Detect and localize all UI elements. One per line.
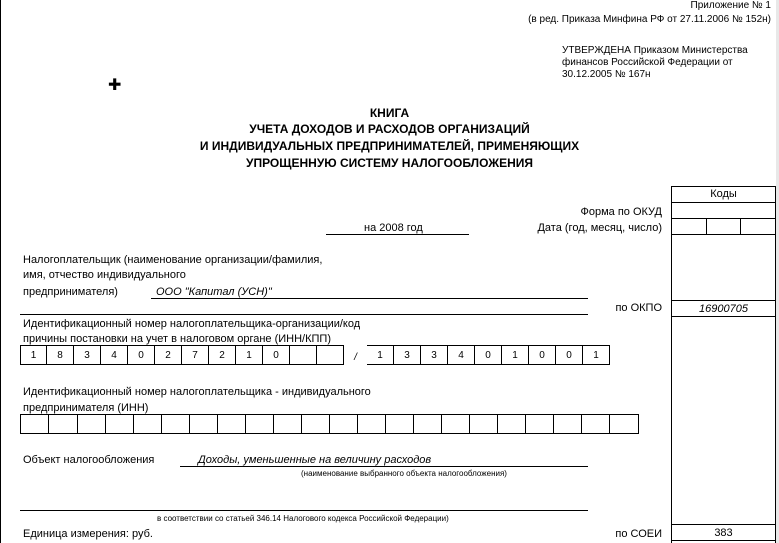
title-line3: И ИНДИВИДУАЛЬНЫХ ПРЕДПРИНИМАТЕЛЕЙ, ПРИМЕНЯЮЩИХ: [199, 139, 580, 153]
annex-line1: Приложение № 1: [690, 0, 771, 11]
object-hint: (наименование выбранного объекта налогообложения): [301, 469, 507, 478]
inn-digit-cell[interactable]: 1: [236, 345, 263, 365]
inn-ip-digit-cell[interactable]: [162, 414, 190, 434]
inn-ip-grid[interactable]: [20, 414, 639, 434]
okei-label: по СОЕИ: [615, 528, 662, 540]
kpp-digit-cell[interactable]: 4: [448, 345, 475, 365]
inn-ip-digit-cell[interactable]: [218, 414, 246, 434]
inn-ip-digit-cell[interactable]: [582, 414, 610, 434]
inn-ip-digit-cell[interactable]: [49, 414, 78, 434]
kpp-digit-cell[interactable]: 0: [529, 345, 556, 365]
kpp-digit-cell[interactable]: 1: [502, 345, 529, 365]
inn-digit-cell[interactable]: 8: [47, 345, 74, 365]
okpo-label: по ОКПО: [615, 302, 662, 314]
unit-label: Единица измерения: руб.: [23, 528, 153, 540]
taxpayer-bottom-line: [20, 314, 588, 315]
inn-digit-cell[interactable]: [317, 345, 344, 365]
object-value[interactable]: Доходы, уменьшенные на величину расходов: [198, 454, 432, 466]
date-value[interactable]: [671, 219, 776, 235]
inn-ip-digit-cell[interactable]: [302, 414, 330, 434]
annex-line2: (в ред. Приказа Минфина РФ от 27.11.2006 № 152н): [528, 14, 771, 25]
object-note: в соответствии со статьей 346.14 Налогового кодекса Российской Федерации): [157, 514, 449, 523]
title-line4: УПРОЩЕННУЮ СИСТЕМУ НАЛОГООБЛОЖЕНИЯ: [245, 156, 534, 170]
inn-ip-digit-cell[interactable]: [134, 414, 162, 434]
inn-digit-cell[interactable]: 7: [182, 345, 209, 365]
inn-ip-digit-cell[interactable]: [246, 414, 274, 434]
inn-ip-digit-cell[interactable]: [274, 414, 302, 434]
taxpayer-label-line3: предпринимателя): [23, 286, 118, 298]
taxpayer-underline: [151, 298, 588, 299]
crosshair-cursor-icon: ✚: [108, 77, 122, 94]
object-underline: [180, 466, 588, 467]
inn-digit-cell[interactable]: 3: [74, 345, 101, 365]
inn-ip-digit-cell[interactable]: [20, 414, 49, 434]
taxpayer-label-line2: имя, отчество индивидуального: [23, 269, 186, 281]
okei-value[interactable]: 383: [671, 524, 776, 541]
okud-label: Форма по ОКУД: [580, 206, 662, 218]
inn-kpp-grid[interactable]: [20, 345, 610, 365]
inn-kpp-label-line2: причины постановки на учет в налоговом органе (ИНН/КПП): [23, 333, 331, 345]
date-divider: [706, 218, 707, 234]
inn-digit-cell[interactable]: 2: [209, 345, 236, 365]
approved-text: УТВЕРЖДЕНА Приказом Министерства финансов Российской Федерации от 30.12.2005 № 167н: [562, 45, 748, 80]
year-label: на 2008 год: [364, 222, 423, 234]
kpp-digit-cell[interactable]: 0: [556, 345, 583, 365]
year-underline: [326, 234, 469, 235]
codes-column: [671, 186, 776, 543]
inn-ip-digit-cell[interactable]: [470, 414, 498, 434]
kpp-digit-cell[interactable]: 1: [583, 345, 610, 365]
inn-ip-digit-cell[interactable]: [526, 414, 554, 434]
inn-ip-digit-cell[interactable]: [78, 414, 106, 434]
inn-digit-cell[interactable]: 1: [20, 345, 47, 365]
kpp-digit-cell[interactable]: 1: [367, 345, 394, 365]
inn-digit-cell[interactable]: 0: [263, 345, 290, 365]
date-label: Дата (год, месяц, число): [537, 222, 662, 234]
inn-ip-digit-cell[interactable]: [414, 414, 442, 434]
kpp-digit-cell[interactable]: 0: [475, 345, 502, 365]
inn-digit-cell[interactable]: 0: [128, 345, 155, 365]
title-line1: КНИГА: [369, 106, 410, 120]
inn-ip-label-line1: Идентификационный номер налогоплательщика - индивидуального: [23, 386, 371, 398]
okud-value[interactable]: [671, 203, 776, 219]
date-divider: [740, 218, 741, 234]
object-bottom-line: [20, 510, 588, 511]
inn-ip-digit-cell[interactable]: [330, 414, 358, 434]
inn-ip-digit-cell[interactable]: [610, 414, 639, 434]
inn-ip-label-line2: предпринимателя (ИНН): [23, 402, 149, 414]
inn-ip-digit-cell[interactable]: [554, 414, 582, 434]
title-line2: УЧЕТА ДОХОДОВ И РАСХОДОВ ОРГАНИЗАЦИЙ: [249, 122, 530, 136]
inn-kpp-separator: /: [354, 352, 357, 363]
kpp-digit-cell[interactable]: 3: [394, 345, 421, 365]
object-label: Объект налогообложения: [23, 454, 155, 466]
okpo-value[interactable]: 16900705: [671, 300, 776, 317]
codes-header: Коды: [671, 186, 776, 203]
inn-digit-cell[interactable]: 4: [101, 345, 128, 365]
inn-ip-digit-cell[interactable]: [498, 414, 526, 434]
kpp-digit-cell[interactable]: 3: [421, 345, 448, 365]
taxpayer-label-line1: Налогоплательщик (наименование организации/фамилия,: [23, 254, 323, 266]
inn-ip-digit-cell[interactable]: [386, 414, 414, 434]
inn-digit-cell[interactable]: [290, 345, 317, 365]
page-left-border: [0, 0, 1, 543]
inn-ip-digit-cell[interactable]: [190, 414, 218, 434]
inn-ip-digit-cell[interactable]: [358, 414, 386, 434]
inn-kpp-label-line1: Идентификационный номер налогоплательщика-организации/код: [23, 318, 361, 330]
inn-digit-cell[interactable]: 2: [155, 345, 182, 365]
inn-ip-digit-cell[interactable]: [442, 414, 470, 434]
taxpayer-value[interactable]: ООО "Капитал (УСН)": [156, 286, 272, 298]
inn-ip-digit-cell[interactable]: [106, 414, 134, 434]
